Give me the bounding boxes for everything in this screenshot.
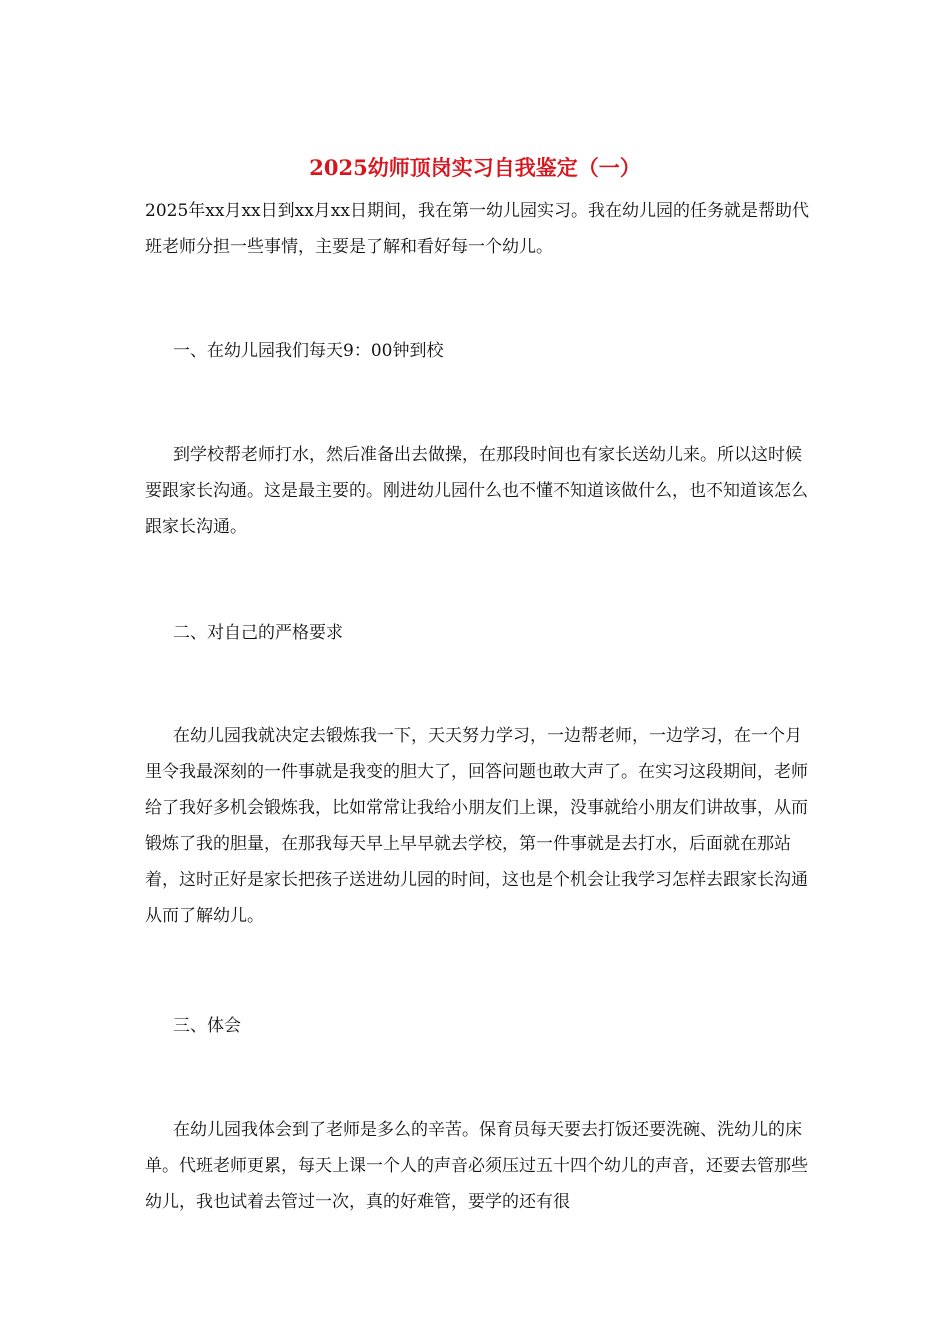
- document-title: 2025幼师顶岗实习自我鉴定（一）: [309, 155, 641, 180]
- intro-paragraph: 2025年xx月xx日到xx月xx日期间，我在第一幼儿园实习。我在幼儿园的任务就是帮助代班老师分担一些事情，主要是了解和看好每一个幼儿。: [145, 201, 809, 257]
- section-2-heading: 二、对自己的严格要求: [173, 623, 343, 643]
- section-1-heading: 一、在幼儿园我们每天9：00钟到校: [173, 341, 444, 361]
- section-2-body: 在幼儿园我就决定去锻炼我一下，天天努力学习，一边帮老师，一边学习，在一个月里令我最深刻的一件事就是我变的胆大了，回答问题也敢大声了。在实习这段期间，老师给了我好多机会锻炼我，比如常常让我给小朋友们上课，没事就给小朋友们讲故事，从而锻炼了我的胆量，在那我每天早上早早就去学校，第一件事就是去打水，后面就在那站着，这时正好是家长把孩子送进幼儿园的时间，这也是个机会让我学习怎样去跟家长沟通从而了解幼儿。: [145, 726, 808, 926]
- section-3-body: 在幼儿园我体会到了老师是多么的辛苦。保育员每天要去打饭还要洗碗、洗幼儿的床单。代班老师更累，每天上课一个人的声音必须压过五十四个幼儿的声音，还要去管那些幼儿，我也试着去管过一次，真的好难管，要学的还有很: [145, 1120, 808, 1212]
- section-3-heading: 三、体会: [173, 1016, 241, 1036]
- section-1-body: 到学校帮老师打水，然后准备出去做操，在那段时间也有家长送幼儿来。所以这时候要跟家长沟通。这是最主要的。刚进幼儿园什么也不懂不知道该做什么，也不知道该怎么跟家长沟通。: [145, 445, 808, 537]
